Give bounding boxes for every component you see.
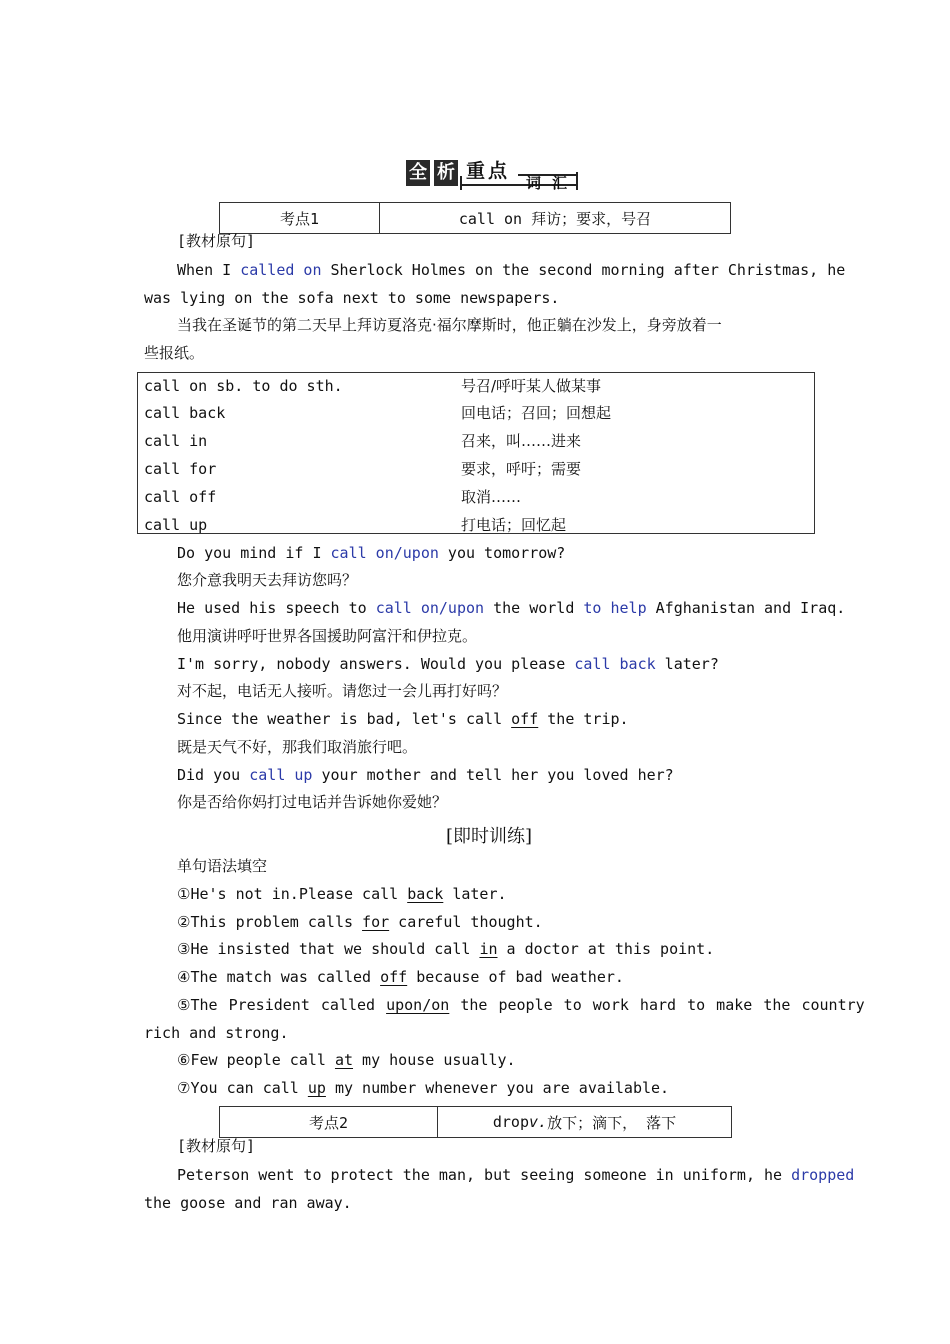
banner-char: 全 xyxy=(406,160,430,186)
phrase-en: call up xyxy=(144,516,208,534)
banner-char: 点 xyxy=(488,160,508,182)
practice-instruction: 单句语法填空 xyxy=(177,857,268,875)
table-row xyxy=(138,511,814,539)
phrase-en: call back xyxy=(144,404,226,422)
example-translation: 您介意我明天去拜访您吗？ xyxy=(177,571,358,589)
key-point-content: drop v. 放下；滴下， 落下 xyxy=(492,1113,677,1132)
phrase-en: call off xyxy=(144,488,217,506)
source-sentence-cont: the goose and ran away. xyxy=(144,1194,352,1212)
phrase-en: call in xyxy=(144,432,208,450)
table-row xyxy=(138,399,814,427)
example-sentence: Did you call up your mother and tell her you loved her? xyxy=(177,766,674,784)
section-banner xyxy=(404,158,584,194)
banner-char: 汇 xyxy=(552,174,568,192)
banner-bracket xyxy=(460,176,462,190)
source-sentence: When I called on Sherlock Holmes on the second morning after Christmas, he xyxy=(177,261,846,279)
practice-question: ④The match was called off because of bad weather. xyxy=(177,968,624,986)
table-row xyxy=(138,483,814,511)
key-point-content: call on 拜访；要求，号召 xyxy=(458,209,652,228)
source-translation-cont: 些报纸。 xyxy=(144,344,205,362)
key-point-label: 考点1 xyxy=(279,209,320,228)
phrase-cn: 回电话；召回；回想起 xyxy=(461,404,612,422)
example-translation: 他用演讲呼吁世界各国援助阿富汗和伊拉克。 xyxy=(177,627,478,645)
example-sentence: He used his speech to call on/upon the world to help Afghanistan and Iraq. xyxy=(177,599,846,617)
banner-char: 重 xyxy=(466,160,486,182)
source-sentence: Peterson went to protect the man, but seeing someone in uniform, he dropped xyxy=(177,1166,855,1184)
answer: back xyxy=(407,885,444,903)
key-point-box xyxy=(219,202,731,234)
example-sentence: Since the weather is bad, let's call off the trip. xyxy=(177,710,629,728)
example-sentence: Do you mind if I call on/upon you tomorrow? xyxy=(177,544,566,562)
practice-question: ⑥Few people call at my house usually. xyxy=(177,1051,516,1069)
practice-question: ②This problem calls for careful thought. xyxy=(177,913,543,931)
banner-char: 词 xyxy=(526,174,542,192)
answer: up xyxy=(307,1079,326,1097)
practice-question: ⑦You can call up my number whenever you are available. xyxy=(177,1079,670,1097)
phrase-cn: 打电话；回忆起 xyxy=(461,516,567,534)
phrase-cn: 要求，呼吁；需要 xyxy=(461,460,582,478)
table-row xyxy=(138,427,814,455)
answer: for xyxy=(362,913,390,931)
source-label: [教材原句] xyxy=(177,1137,256,1155)
phrase-cn: 号召/呼吁某人做某事 xyxy=(461,377,602,395)
source-label: [教材原句] xyxy=(177,232,256,250)
practice-question: ⑤The President called upon/on the people to work hard to make the country xyxy=(177,996,865,1014)
answer: upon/on xyxy=(386,996,450,1014)
banner-char: 析 xyxy=(434,160,458,186)
key-point-label: 考点2 xyxy=(308,1113,349,1132)
example-translation: 对不起，电话无人接听。请您过一会儿再打好吗？ xyxy=(177,682,508,700)
practice-question-cont: rich and strong. xyxy=(144,1024,289,1042)
source-sentence-cont: was lying on the sofa next to some newspapers. xyxy=(144,289,560,307)
phrase-cn: 召来，叫……进来 xyxy=(461,432,582,450)
phrase-cn: 取消…… xyxy=(461,488,522,506)
phrase-table xyxy=(137,372,815,534)
table-row xyxy=(138,372,814,400)
key-point-box xyxy=(219,1106,732,1138)
practice-question: ①He's not in.Please call back later. xyxy=(177,885,507,903)
example-translation: 你是否给你妈打过电话并告诉她你爱她？ xyxy=(177,793,448,811)
source-translation: 当我在圣诞节的第二天早上拜访夏洛克·福尔摩斯时，他正躺在沙发上，身旁放着一 xyxy=(177,316,722,334)
practice-title: [即时训练] xyxy=(446,826,533,847)
phrase-en: call on sb. to do sth. xyxy=(144,377,343,395)
answer: off xyxy=(380,968,408,986)
example-sentence: I'm sorry, nobody answers. Would you please call back later? xyxy=(177,655,719,673)
table-row xyxy=(138,455,814,483)
answer: at xyxy=(334,1051,354,1069)
phrase-en: call for xyxy=(144,460,217,478)
example-translation: 既是天气不好，那我们取消旅行吧。 xyxy=(177,738,418,756)
answer: in xyxy=(479,940,498,958)
practice-question: ③He insisted that we should call in a doctor at this point. xyxy=(177,940,715,958)
